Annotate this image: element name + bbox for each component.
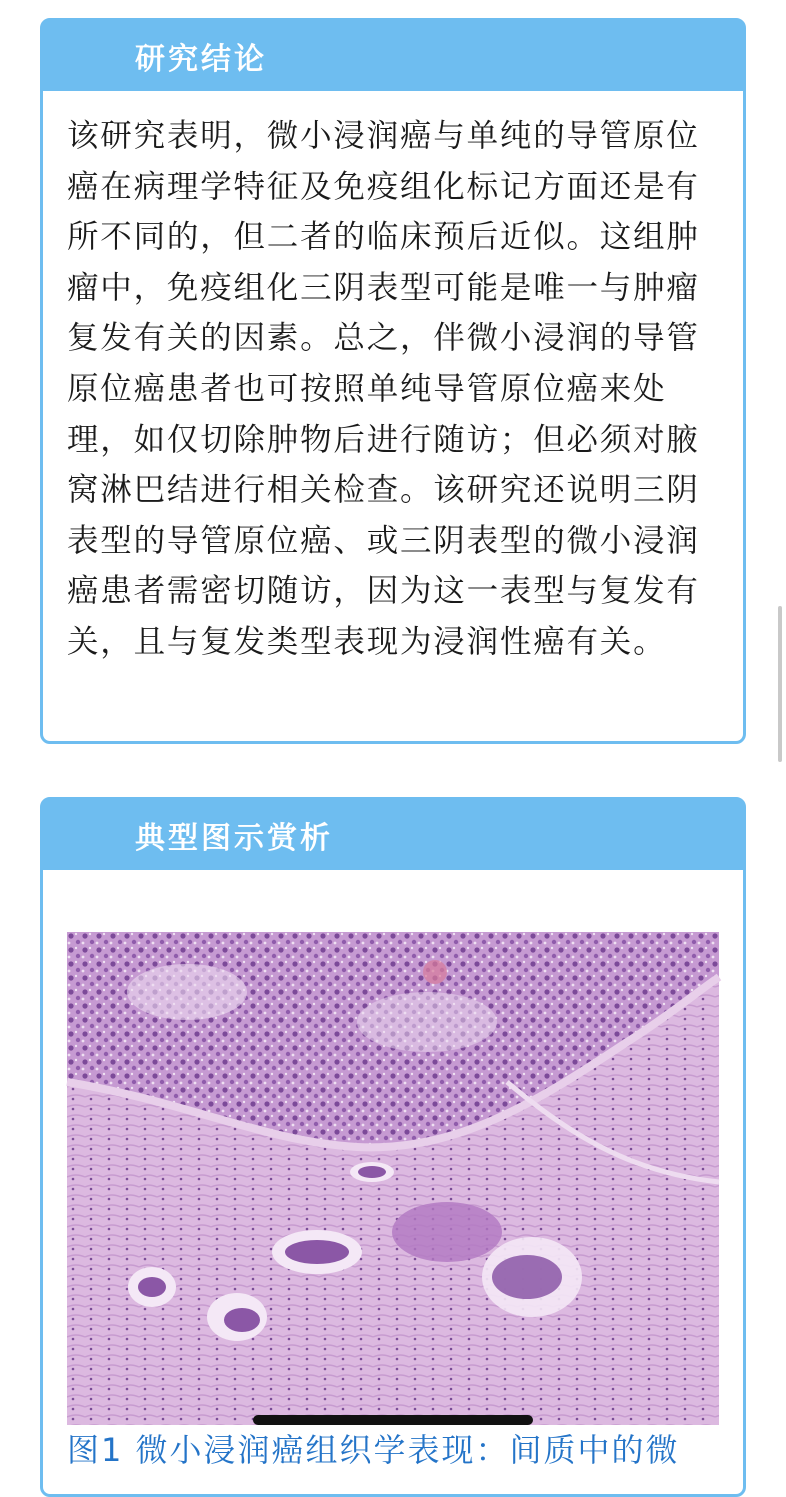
- figure-card: [40, 797, 746, 1497]
- conclusion-header: [43, 21, 743, 91]
- conclusion-body: 该研究表明，微小浸润癌与单纯的导管原位癌在病理学特征及免疫组化标记方面还是有所不同的，但二者的临床预后近似。这组肿瘤中，免疫组化三阴表型可能是唯一与肿瘤复发有关的因素。总之，伴微小浸润的导管原位癌患者也可按照单纯导管原位癌来处理，如仅切除肿物后进行随访；但必须对腋窝淋巴结进行相关检查。该研究还说明三阴表型的导管原位癌、或三阴表型的微小浸润癌患者需密切随访，因为这一表型与复发有关，且与复发类型表现为浸润性癌有关。: [67, 118, 700, 660]
- conclusion-title: 研究结论: [135, 42, 267, 77]
- home-indicator[interactable]: [253, 1415, 533, 1425]
- figure-header: [43, 800, 743, 870]
- scrollbar[interactable]: [778, 606, 782, 762]
- conclusion-card: [40, 18, 746, 744]
- histology-image-icon[interactable]: [67, 932, 719, 1425]
- figure-title: 典型图示赏析: [135, 821, 333, 856]
- figure-caption: 图1 微小浸润癌组织学表现：间质中的微: [67, 1431, 680, 1469]
